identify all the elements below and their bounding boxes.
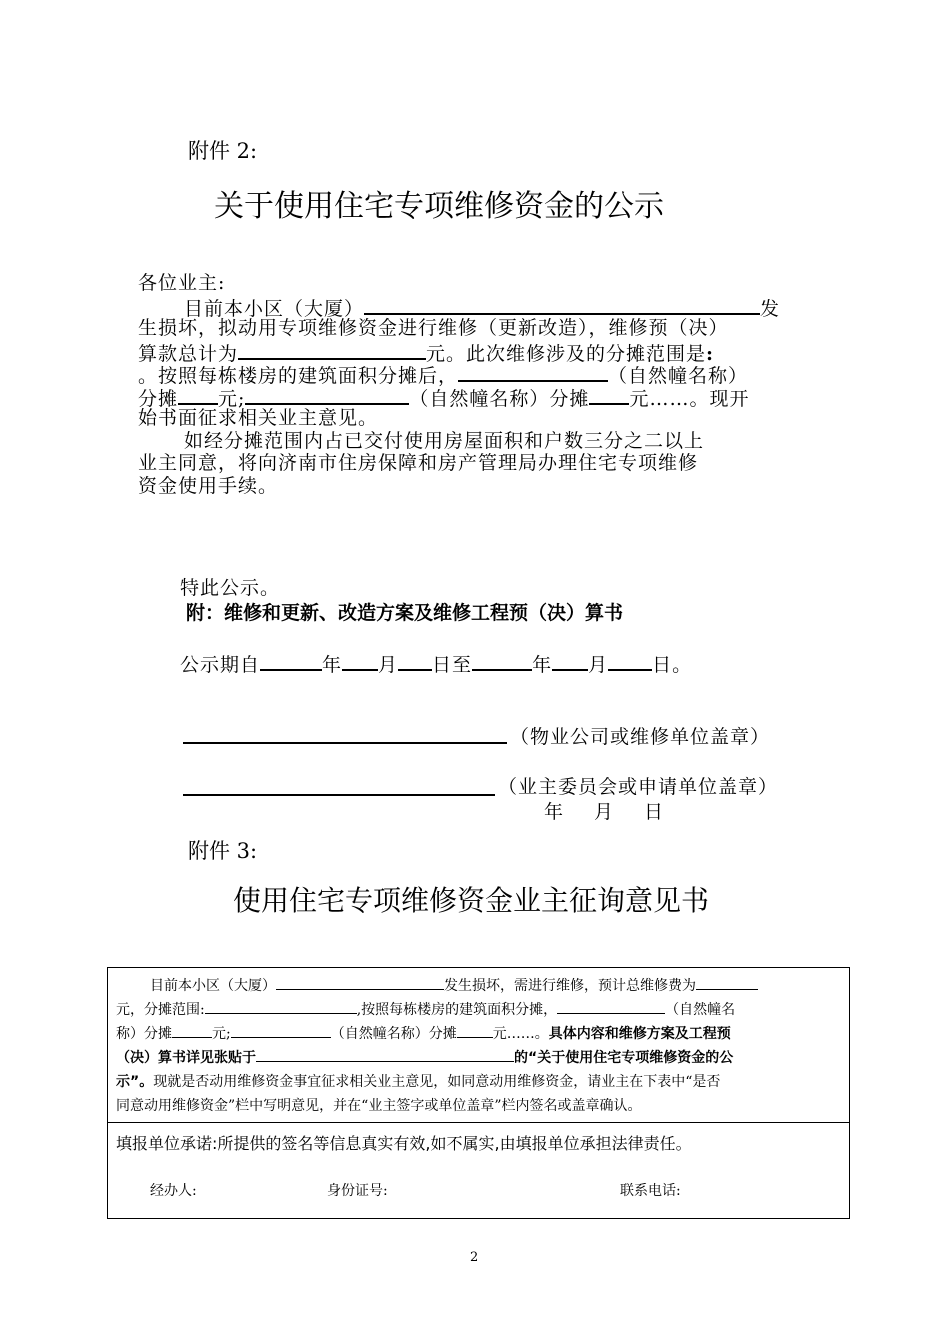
page-number: 2 xyxy=(470,1250,479,1265)
form-amount-blank-2 xyxy=(457,1023,493,1038)
form-line-3: 称）分摊 元; （自然幢名称）分摊 元……。具体内容和维修方案及工程预 xyxy=(116,1022,842,1046)
paragraph-2-line-1: 如经分摊范围内占已交付使用房屋面积和户数三分之二以上 xyxy=(184,429,705,452)
amount-blank-1 xyxy=(178,385,218,405)
form-building-name-blank-1 xyxy=(557,999,665,1014)
owners-committee-signature-line xyxy=(183,794,495,796)
paragraph-2-line-3: 资金使用手续。 xyxy=(138,474,279,497)
form-line-1: 目前本小区（大厦） 发生损坏，需进行维修，预计总维修费为 xyxy=(116,974,842,998)
attachment-2-title: 关于使用住宅专项维修资金的公示 xyxy=(214,189,664,224)
consultation-text xyxy=(116,974,842,1118)
form-line-5: 示”。现就是否动用维修资金事宜征求相关业主意见，如同意动用维修资金，请业主在下表中“是否 xyxy=(116,1074,721,1090)
notice-text: 特此公示。 xyxy=(180,577,281,599)
form-line-6: 同意动用维修资金”栏中写明意见，并在“业主签字或单位盖章”栏内签名或盖章确认。 xyxy=(116,1098,642,1114)
attachment-3-title: 使用住宅专项维修资金业主征询意见书 xyxy=(233,884,710,917)
start-year-blank xyxy=(260,651,322,671)
form-scope-blank xyxy=(205,999,357,1014)
date-line: 年 月 日 xyxy=(544,801,670,823)
notice-period: 公示期自 年 月 日至 年 月 日。 xyxy=(180,650,692,677)
paragraph-1-line-4: 。按照每栋楼房的建筑面积分摊后， （自然幢名称） xyxy=(138,362,780,385)
form-cost-blank xyxy=(696,975,758,990)
consultation-text-section xyxy=(108,968,849,1123)
appendix-note: 附：维修和更新、改造方案及维修工程预（决）算书 xyxy=(186,602,624,624)
building-blank-1 xyxy=(458,362,608,382)
building-name-blank xyxy=(364,295,760,315)
form-building-blank xyxy=(276,975,444,990)
form-amount-blank-1 xyxy=(172,1023,212,1038)
property-company-signature-line xyxy=(183,742,507,744)
paragraph-1-line-5: 分摊 元; （自然幢名称）分摊 元……。现开 xyxy=(138,385,780,408)
paragraph-1-line-3: 算款总计为 元。此次维修涉及的分摊范围是: xyxy=(138,340,780,363)
attachment-2-label: 附件 2: xyxy=(188,139,258,163)
id-number-label: 身份证号: xyxy=(327,1183,388,1199)
paragraph-1-line-1: 目前本小区（大厦） 发 xyxy=(138,295,780,318)
paragraph-1-line-2: 生损坏，拟动用专项维修资金进行维修（更新改造），维修预（决） xyxy=(138,317,729,339)
amount-blank-2 xyxy=(589,385,629,405)
end-year-blank xyxy=(472,651,532,671)
total-amount-blank xyxy=(238,340,426,360)
form-line-2: 元，分摊范围: ,按照每栋楼房的建筑面积分摊， （自然幢名 xyxy=(116,998,842,1022)
paragraph-1-line-6: 始书面征求相关业主意见。 xyxy=(138,407,379,429)
greeting: 各位业主: xyxy=(138,272,226,294)
form-building-name-blank-2 xyxy=(231,1023,331,1038)
form-posting-location-blank xyxy=(256,1047,514,1062)
consultation-form xyxy=(107,967,850,1219)
paragraph-2-line-2: 业主同意，将向济南市住房保障和房产管理局办理住宅专项维修 xyxy=(138,452,699,474)
handler-label: 经办人: xyxy=(150,1183,197,1199)
end-month-blank xyxy=(552,651,588,671)
start-month-blank xyxy=(342,651,378,671)
attachment-3-label: 附件 3: xyxy=(188,839,258,863)
form-line-4: （决）算书详见张贴于 的“关于使用住宅专项维修资金的公 xyxy=(116,1046,842,1070)
start-day-blank xyxy=(398,651,432,671)
property-company-stamp-label: （物业公司或维修单位盖章） xyxy=(510,726,771,748)
phone-label: 联系电话: xyxy=(620,1183,681,1199)
building-blank-2 xyxy=(245,385,409,405)
unit-promise: 填报单位承诺:所提供的签名等信息真实有效,如不属实,由填报单位承担法律责任。 xyxy=(116,1134,692,1153)
announcement-body xyxy=(138,272,780,497)
end-day-blank xyxy=(608,651,652,671)
owners-committee-stamp-label: （业主委员会或申请单位盖章） xyxy=(498,776,779,798)
